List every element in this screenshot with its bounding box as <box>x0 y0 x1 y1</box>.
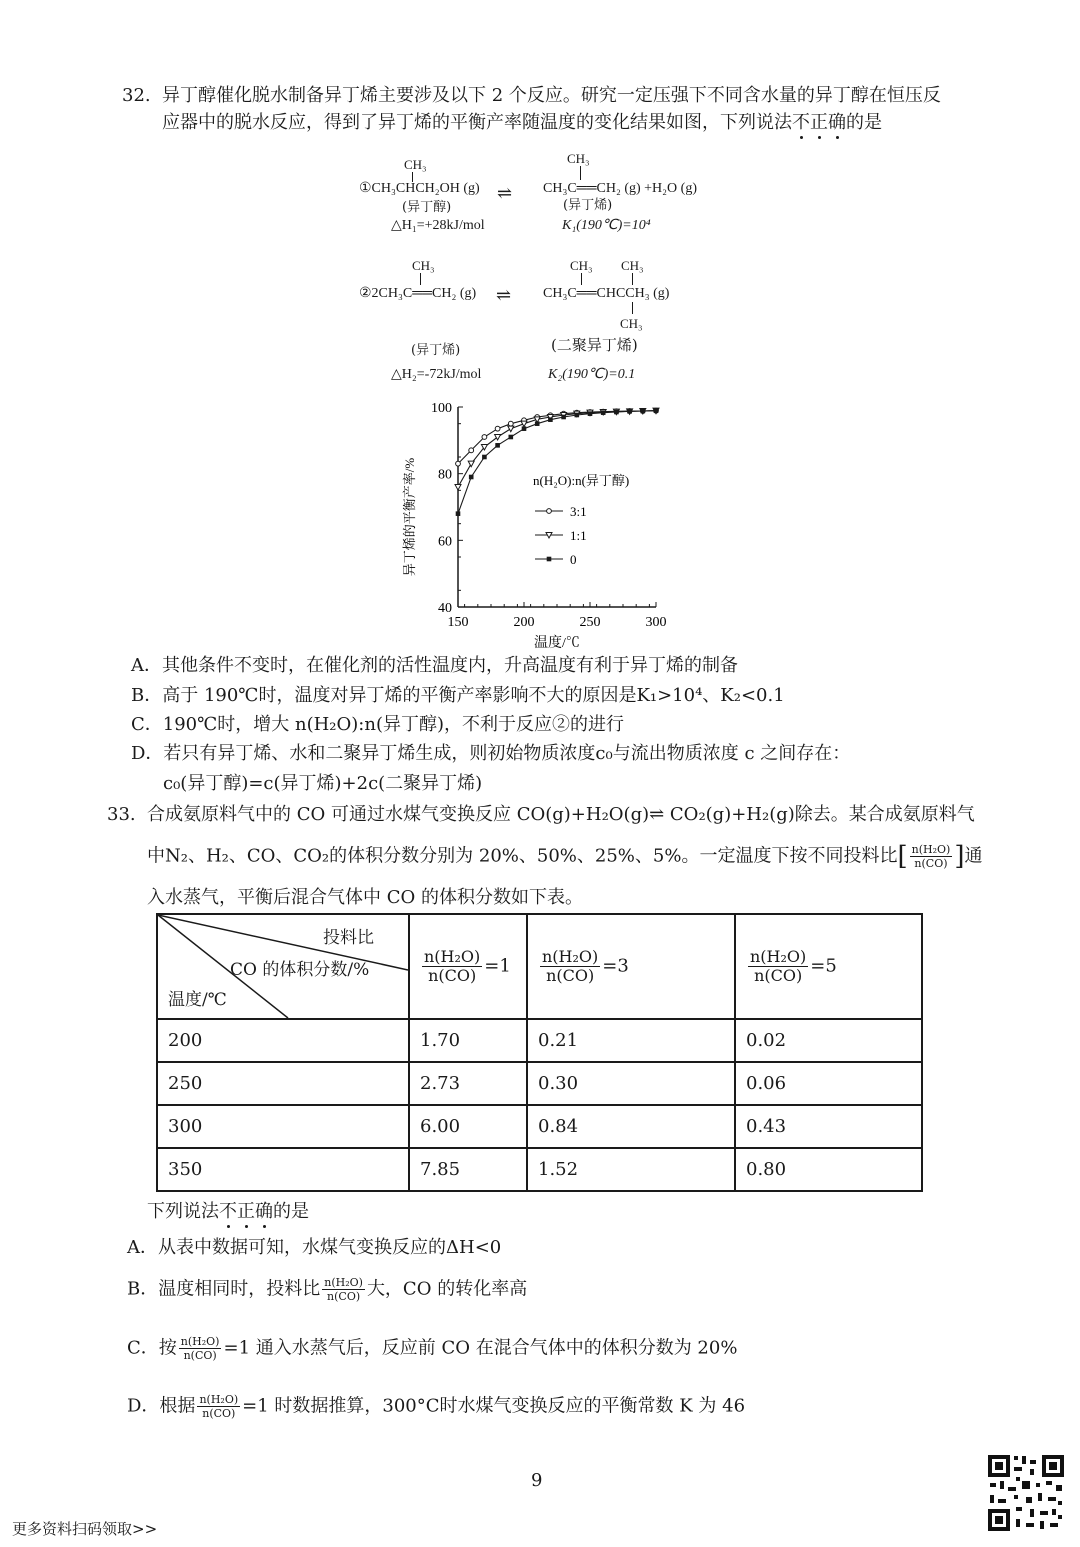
fraction-denominator: n(CO) <box>202 1407 236 1420</box>
corner-label-temperature: 温度/℃ <box>168 990 227 1010</box>
option-text: 大，CO 的转化率高 <box>366 1278 528 1300</box>
equilibrium-constant-2: K₂(190℃)=0.1 <box>548 367 636 382</box>
ratio-value: =1 <box>484 955 511 977</box>
column-header <box>527 914 735 1019</box>
legend-label: 3:1 <box>570 504 587 519</box>
legend-label: 1:1 <box>570 528 587 543</box>
q32-option-a: A．其他条件不变时，在催化剂的活性温度内，升高温度有利于异丁烯的制备 <box>131 655 738 676</box>
name-label: (异丁烯) <box>411 343 461 358</box>
table-cell: 350 <box>157 1148 409 1191</box>
ch3-label: CH₃ <box>567 151 590 166</box>
table-cell: 0.21 <box>527 1019 735 1062</box>
q32-number: 32. <box>122 85 151 106</box>
emphasis-char: 确 <box>828 112 846 133</box>
q33-prompt <box>147 1199 309 1225</box>
table-cell: 200 <box>157 1019 409 1062</box>
data-point <box>535 421 540 426</box>
table-row <box>157 1019 922 1062</box>
fraction-denominator: n(CO) <box>183 1349 217 1362</box>
fraction-denominator: n(CO) <box>914 857 948 870</box>
bond-line <box>632 302 633 314</box>
ch3-label: CH₃ <box>570 258 593 273</box>
data-point <box>548 417 553 422</box>
q32-option-c: C．190℃时，增大 n(H₂O):n(异丁醇)，不利于反应②的进行 <box>131 714 624 735</box>
data-point <box>575 413 580 418</box>
data-point <box>482 455 487 460</box>
data-point <box>495 443 500 448</box>
fraction-denominator: n(CO) <box>428 966 477 985</box>
data-point <box>601 410 606 415</box>
prompt-text: 下列说法 <box>147 1201 219 1222</box>
name-label: (异丁烯) <box>563 198 613 213</box>
x-tick-label: 250 <box>579 615 601 630</box>
ch3-label: CH₃ <box>404 157 427 172</box>
y-tick-label: 40 <box>438 601 452 616</box>
bracket: ] <box>954 841 965 872</box>
option-text: =1 通入水蒸气后，反应前 CO 在混合气体中的体积分数为 20% <box>223 1337 738 1359</box>
bond-line <box>632 273 633 285</box>
fraction-numerator: n(H₂O) <box>424 947 481 966</box>
ch3-label: CH₃ <box>412 258 435 273</box>
x-tick-label: 200 <box>513 615 535 630</box>
y-tick-label: 100 <box>431 401 452 416</box>
name-label: (二聚异丁烯) <box>551 336 638 354</box>
q33-line2 <box>147 843 982 870</box>
name-label: (异丁醇) <box>402 200 452 215</box>
table-row <box>157 1062 922 1105</box>
data-point <box>482 435 487 440</box>
q32-stem-line1: 异丁醇催化脱水制备异丁烯主要涉及以下 2 个反应。研究一定压强下不同含水量的异丁醇在恒压反 <box>162 85 941 106</box>
corner-label-ratio: 投料比 <box>323 928 374 948</box>
data-point <box>641 409 646 414</box>
qr-code-icon[interactable] <box>986 1453 1066 1533</box>
data-point <box>469 475 474 480</box>
q32-stem-text: 的是 <box>846 112 882 133</box>
table-cell: 0.06 <box>735 1062 922 1105</box>
header-fraction <box>422 948 482 985</box>
ratio-fraction <box>910 843 953 870</box>
table-cell: 7.85 <box>409 1148 527 1191</box>
header-fraction <box>748 948 808 985</box>
q33-option-d <box>127 1393 745 1420</box>
q33-number: 33. <box>107 804 136 825</box>
option-text: C．按 <box>127 1337 177 1359</box>
option-text: =1 时数据推算，300°C时水煤气变换反应的平衡常数 K 为 46 <box>242 1395 746 1417</box>
enthalpy-1: △H₁=+28kJ/mol <box>391 218 485 233</box>
q32-option-b: B．高于 190℃时，温度对异丁烯的平衡产率影响不大的原因是K₁>10⁴、K₂<0.1 <box>131 685 785 706</box>
table-cell: 1.70 <box>409 1019 527 1062</box>
column-header <box>409 914 527 1019</box>
emphasis-char: 不 <box>792 112 810 133</box>
fraction-numerator: n(H₂O) <box>199 1393 239 1406</box>
legend-marker <box>547 557 552 562</box>
q33-line2-text: 通 <box>964 845 983 867</box>
table-cell: 0.30 <box>527 1062 735 1105</box>
equilibrium-constant-1: K₁(190℃)=10⁴ <box>562 218 651 233</box>
data-point <box>654 408 659 413</box>
data-point <box>522 426 527 431</box>
table-cell: 250 <box>157 1062 409 1105</box>
bond-line <box>580 166 581 180</box>
fraction-numerator: n(H₂O) <box>911 843 951 856</box>
x-tick-label: 150 <box>447 615 469 630</box>
data-point <box>468 461 474 467</box>
data-point <box>561 415 566 420</box>
table-cell: 0.43 <box>735 1105 922 1148</box>
table-row <box>157 1148 922 1191</box>
product-isobutene-water: CH₃C══CH₂ (g) +H₂O (g) <box>543 181 697 196</box>
y-axis-label: 异丁烯的平衡产率/% <box>402 457 417 577</box>
table-cell: 1.52 <box>527 1148 735 1191</box>
ratio-value: =5 <box>810 955 837 977</box>
table-cell: 0.84 <box>527 1105 735 1148</box>
column-header <box>735 914 922 1019</box>
header-fraction <box>540 948 600 985</box>
ratio-value: =3 <box>602 955 629 977</box>
table-cell: 0.02 <box>735 1019 922 1062</box>
q33-line2-text: 中N₂、H₂、CO、CO₂的体积分数分别为 20%、50%、25%、5%。一定温度下按不同投料比 <box>147 845 898 867</box>
prompt-text: 的是 <box>273 1201 309 1222</box>
fraction-numerator: n(H₂O) <box>750 947 807 966</box>
fraction-numerator: n(H₂O) <box>324 1276 363 1289</box>
data-point <box>614 410 619 415</box>
y-tick-label: 60 <box>438 534 452 550</box>
bracket: [ <box>897 841 908 872</box>
footer-promo-text: 更多资料扫码领取>> <box>12 1520 158 1538</box>
legend-label: 0 <box>570 552 577 567</box>
ratio-fraction <box>322 1276 365 1303</box>
data-point <box>508 426 514 432</box>
table-cell: 300 <box>157 1105 409 1148</box>
reactant-isobutanol: ①CH₃CHCH₂OH (g) <box>359 181 480 196</box>
ch3-label: CH₃ <box>621 258 644 273</box>
option-text: B．温度相同时，投料比 <box>127 1278 321 1300</box>
data-point <box>456 461 461 466</box>
q32-stem-line2 <box>162 110 882 136</box>
legend-marker <box>547 509 552 514</box>
x-axis-label: 温度/℃ <box>534 636 580 651</box>
fraction-denominator: n(CO) <box>327 1290 361 1303</box>
ratio-fraction <box>197 1393 240 1420</box>
yield-temperature-chart <box>390 390 690 655</box>
enthalpy-2: △H₂=-72kJ/mol <box>391 367 482 382</box>
table-corner-cell <box>157 914 409 1019</box>
equilibrium-arrow: ⇌ <box>497 183 513 204</box>
data-point <box>588 411 593 416</box>
q33-line3: 入水蒸气，平衡后混合气体中 CO 的体积分数如下表。 <box>147 887 583 908</box>
y-tick-label: 80 <box>438 467 452 483</box>
emphasis-char: 确 <box>255 1201 273 1222</box>
q33-option-c <box>127 1335 737 1362</box>
table-cell: 0.80 <box>735 1148 922 1191</box>
data-point <box>469 448 474 453</box>
product-diisobutene: CH₃C══CHCCH₃ (g) <box>543 286 670 301</box>
data-point <box>508 421 513 426</box>
q33-option-b <box>127 1276 527 1303</box>
fraction-denominator: n(CO) <box>754 966 803 985</box>
q32-stem-text: 应器中的脱水反应，得到了异丁烯的平衡产率随温度的变化结果如图，下列说法 <box>162 112 792 133</box>
ratio-fraction <box>179 1335 222 1362</box>
fraction-numerator: n(H₂O) <box>180 1335 220 1348</box>
data-point <box>509 435 514 440</box>
table-cell: 6.00 <box>409 1105 527 1148</box>
table-cell: 2.73 <box>409 1062 527 1105</box>
emphasis-char: 正 <box>810 112 828 133</box>
legend-title: n(H₂O):n(异丁醇) <box>533 473 630 488</box>
bond-line <box>420 273 421 285</box>
table-row <box>157 1105 922 1148</box>
data-point <box>455 485 461 491</box>
equilibrium-arrow: ⇌ <box>496 285 512 306</box>
page-number: 9 <box>531 1470 543 1491</box>
x-tick-label: 300 <box>645 615 667 630</box>
fraction-denominator: n(CO) <box>546 966 595 985</box>
emphasis-char: 不 <box>219 1201 237 1222</box>
corner-label-co: CO 的体积分数/% <box>230 960 370 980</box>
q33-option-a: A．从表中数据可知，水煤气变换反应的ΔH<0 <box>127 1237 502 1258</box>
co-fraction-table <box>156 913 923 1192</box>
emphasis-char: 正 <box>237 1201 255 1222</box>
reactant-isobutene: ②2CH₃C══CH₂ (g) <box>359 286 477 301</box>
q32-option-d: D．若只有异丁烯、水和二聚异丁烯生成，则初始物质浓度c₀与流出物质浓度 c 之间存在： <box>131 743 851 764</box>
data-point <box>495 426 500 431</box>
q32-option-d-formula: c₀(异丁醇)=c(异丁烯)+2c(二聚异丁烯) <box>163 773 483 794</box>
ch3-label: CH₃ <box>620 316 643 331</box>
data-point <box>627 409 632 414</box>
data-point <box>456 511 461 516</box>
option-text: D．根据 <box>127 1395 196 1417</box>
q33-line1: 合成氨原料气中的 CO 可通过水煤气变换反应 CO(g)+H₂O(g)⇌ CO₂(g)+H₂(g)除去。某合成氨原料气 <box>147 804 975 825</box>
series-line-0 <box>458 411 656 514</box>
fraction-numerator: n(H₂O) <box>542 947 599 966</box>
table-header-row <box>157 914 922 1019</box>
bond-line <box>581 273 582 285</box>
